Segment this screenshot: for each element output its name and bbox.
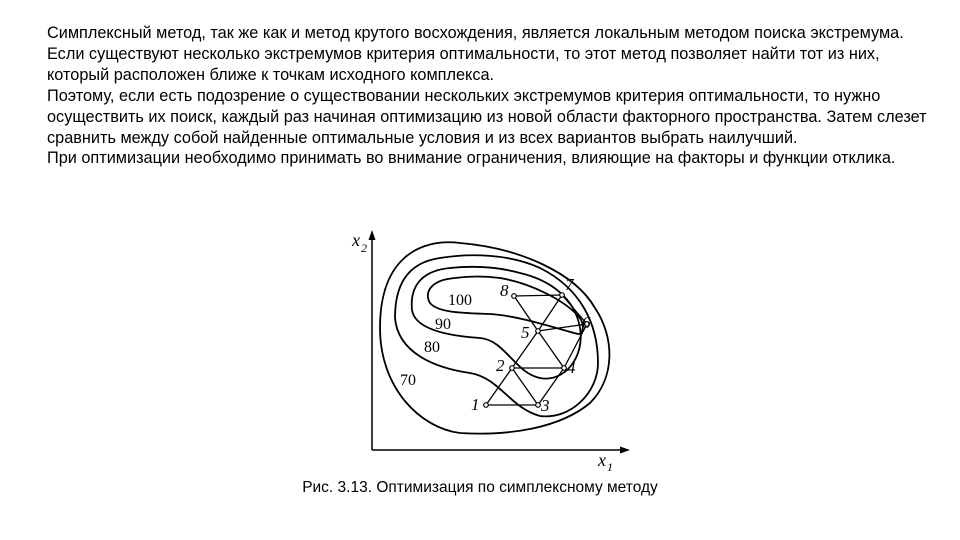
point-label-2: 2 xyxy=(496,356,505,375)
vertex-4 xyxy=(562,366,567,371)
point-label-5: 5 xyxy=(521,323,530,342)
x-axis-arrow xyxy=(620,447,630,454)
point-label-4: 4 xyxy=(567,358,576,377)
contour-label-90: 90 xyxy=(435,316,451,333)
paragraph-2: Поэтому, если есть подозрение о существовании нескольких экстремумов критерия оптимальности, то нужно осуществить их поиск, каждый раз начиная оптимизацию из новой области факторного пространства. Затем слезет сравнить между собой найденные оптимальные условия и из всех вариантов выбрать наилучший. xyxy=(47,86,927,147)
paragraph-3: При оптимизации необходимо принимать во внимание ограничения, влияющие на факторы и функции отклика. xyxy=(47,149,896,168)
vertex-5 xyxy=(536,329,541,334)
point-label-6: 6 xyxy=(582,313,591,332)
contour-diagram xyxy=(340,228,640,473)
vertex-1 xyxy=(484,403,489,408)
simplex-edges xyxy=(486,295,587,405)
point-label-7: 7 xyxy=(565,275,574,294)
vertex-7 xyxy=(560,293,565,298)
point-label-1: 1 xyxy=(471,395,480,414)
paragraph-1: Симплексный метод, так же как и метод крутого восхождения, является локальным методом поиска экстремума. Если существуют несколько экстремумов критерия оптимальности, то этот метод позволяет найти тот из них, который расположен ближе к точкам исходного комплекса. xyxy=(47,24,904,84)
simplex-figure xyxy=(340,228,640,473)
vertex-8 xyxy=(512,294,517,299)
x-axis-label: x xyxy=(598,450,606,470)
contour-label-70: 70 xyxy=(400,372,416,389)
y-axis-subscript: 2 xyxy=(361,241,367,255)
body-text xyxy=(47,23,927,169)
figure-caption: Рис. 3.13. Оптимизация по симплексному методу xyxy=(302,479,658,496)
contour-label-100: 100 xyxy=(448,292,472,309)
point-label-8: 8 xyxy=(500,281,509,300)
vertex-2 xyxy=(510,366,515,371)
y-axis-arrow xyxy=(369,230,376,240)
vertex-3 xyxy=(536,403,541,408)
x-axis-subscript: 1 xyxy=(607,460,613,473)
contour-label-80: 80 xyxy=(424,339,440,356)
y-axis-label: x xyxy=(352,230,360,250)
point-label-3: 3 xyxy=(541,396,550,415)
